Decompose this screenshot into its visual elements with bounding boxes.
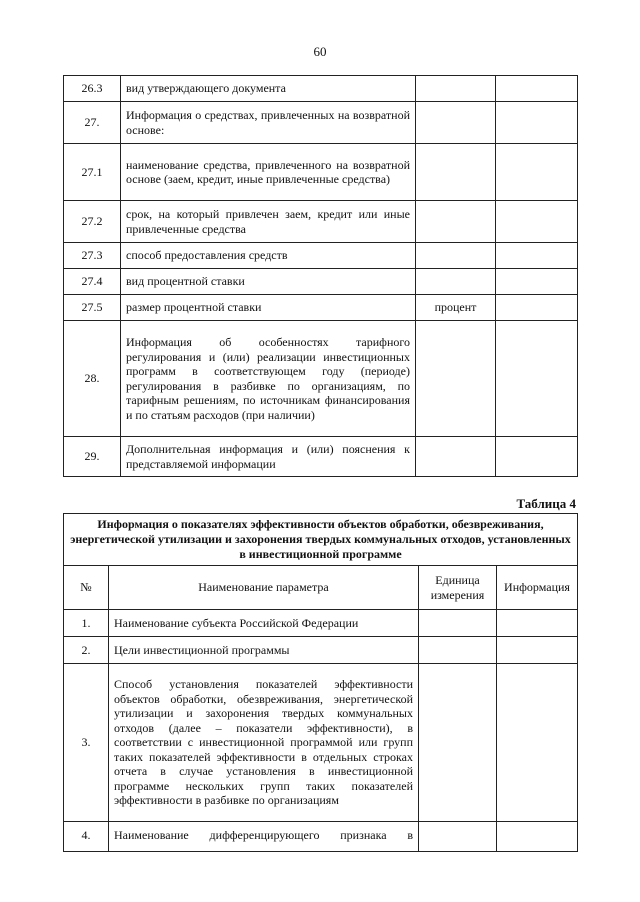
row-parameter: вид утверждающего документа <box>121 76 416 102</box>
row-info <box>496 76 578 102</box>
row-unit <box>416 243 496 269</box>
table-row <box>64 201 578 243</box>
table-row <box>64 76 578 102</box>
row-parameter: Дополнительная информация и (или) пояснения к представляемой информации <box>121 437 416 477</box>
row-info <box>496 243 578 269</box>
row-parameter: наименование средства, привлеченного на возвратной основе (заем, кредит, иные привлеченные средства) <box>121 144 416 201</box>
table-title: Информация о показателях эффективности объектов обработки, обезвреживания, энергетической утилизации и захоронения твердых коммунальных отходов, установленных в инвестиционной программе <box>64 514 578 566</box>
table-row <box>64 243 578 269</box>
row-number: 2. <box>64 637 109 664</box>
row-parameter: способ предоставления средств <box>121 243 416 269</box>
header-info: Информация <box>497 566 578 610</box>
row-number: 27.4 <box>64 269 121 295</box>
row-parameter: вид процентной ставки <box>121 269 416 295</box>
row-unit <box>416 437 496 477</box>
table-row <box>64 437 578 477</box>
row-number: 27.3 <box>64 243 121 269</box>
row-parameter: размер процентной ставки <box>121 295 416 321</box>
row-info <box>496 321 578 437</box>
row-unit <box>416 102 496 144</box>
row-unit <box>419 637 497 664</box>
header-unit: Единица измерения <box>419 566 497 610</box>
row-parameter: Информация об особенностях тарифного регулирования и (или) реализации инвестиционных программ в соответствующем году (периоде) регулирования в разбивке по организациям, по тарифным решениям, по источникам финансирования и по статьям расходов (при наличии) <box>121 321 416 437</box>
row-parameter: Наименование дифференцирующего признака в <box>109 822 419 852</box>
table-row <box>64 321 578 437</box>
row-number: 27.1 <box>64 144 121 201</box>
row-parameter: Информация о средствах, привлеченных на возвратной основе: <box>121 102 416 144</box>
row-parameter: Способ установления показателей эффективности объектов обработки, обезвреживания, энергетической утилизации и захоронения твердых коммунальных отходов (далее – показатели эффективности), в соответствии с инвестиционной программой или групп таких показателей эффективности в отдельных строках отчета в случае установления в инвестиционной программе нескольких групп таких показателей эффективности в разбивке по организациям <box>109 664 419 822</box>
page-number: 60 <box>313 44 327 59</box>
row-info <box>496 295 578 321</box>
row-unit <box>419 610 497 637</box>
table-continuation <box>63 75 578 477</box>
row-number: 27.2 <box>64 201 121 243</box>
row-unit <box>419 822 497 852</box>
row-parameter: Наименование субъекта Российской Федерации <box>109 610 419 637</box>
row-parameter: срок, на который привлечен заем, кредит или иные привлеченные средства <box>121 201 416 243</box>
table-row <box>64 610 578 637</box>
row-unit <box>416 321 496 437</box>
row-unit <box>416 144 496 201</box>
table-4 <box>63 513 578 852</box>
row-info <box>496 201 578 243</box>
table-row <box>64 102 578 144</box>
row-unit: процент <box>416 295 496 321</box>
row-info <box>496 102 578 144</box>
table-row <box>64 664 578 822</box>
row-number: 27. <box>64 102 121 144</box>
row-unit <box>416 269 496 295</box>
table-header-row <box>64 566 578 610</box>
row-number: 26.3 <box>64 76 121 102</box>
row-number: 28. <box>64 321 121 437</box>
row-number: 27.5 <box>64 295 121 321</box>
row-unit <box>416 201 496 243</box>
row-unit <box>419 664 497 822</box>
row-info <box>496 437 578 477</box>
row-parameter: Цели инвестиционной программы <box>109 637 419 664</box>
row-number: 29. <box>64 437 121 477</box>
row-info <box>496 144 578 201</box>
table-row <box>64 637 578 664</box>
table-row <box>64 295 578 321</box>
header-parameter: Наименование параметра <box>109 566 419 610</box>
row-number: 4. <box>64 822 109 852</box>
row-number: 1. <box>64 610 109 637</box>
table-row <box>64 269 578 295</box>
row-info <box>496 269 578 295</box>
row-number: 3. <box>64 664 109 822</box>
row-unit <box>416 76 496 102</box>
table-row <box>64 144 578 201</box>
row-info <box>497 664 578 822</box>
row-info <box>497 822 578 852</box>
table-row <box>64 822 578 852</box>
row-info <box>497 610 578 637</box>
header-number: № <box>64 566 109 610</box>
table-caption: Таблица 4 <box>516 496 576 511</box>
row-info <box>497 637 578 664</box>
